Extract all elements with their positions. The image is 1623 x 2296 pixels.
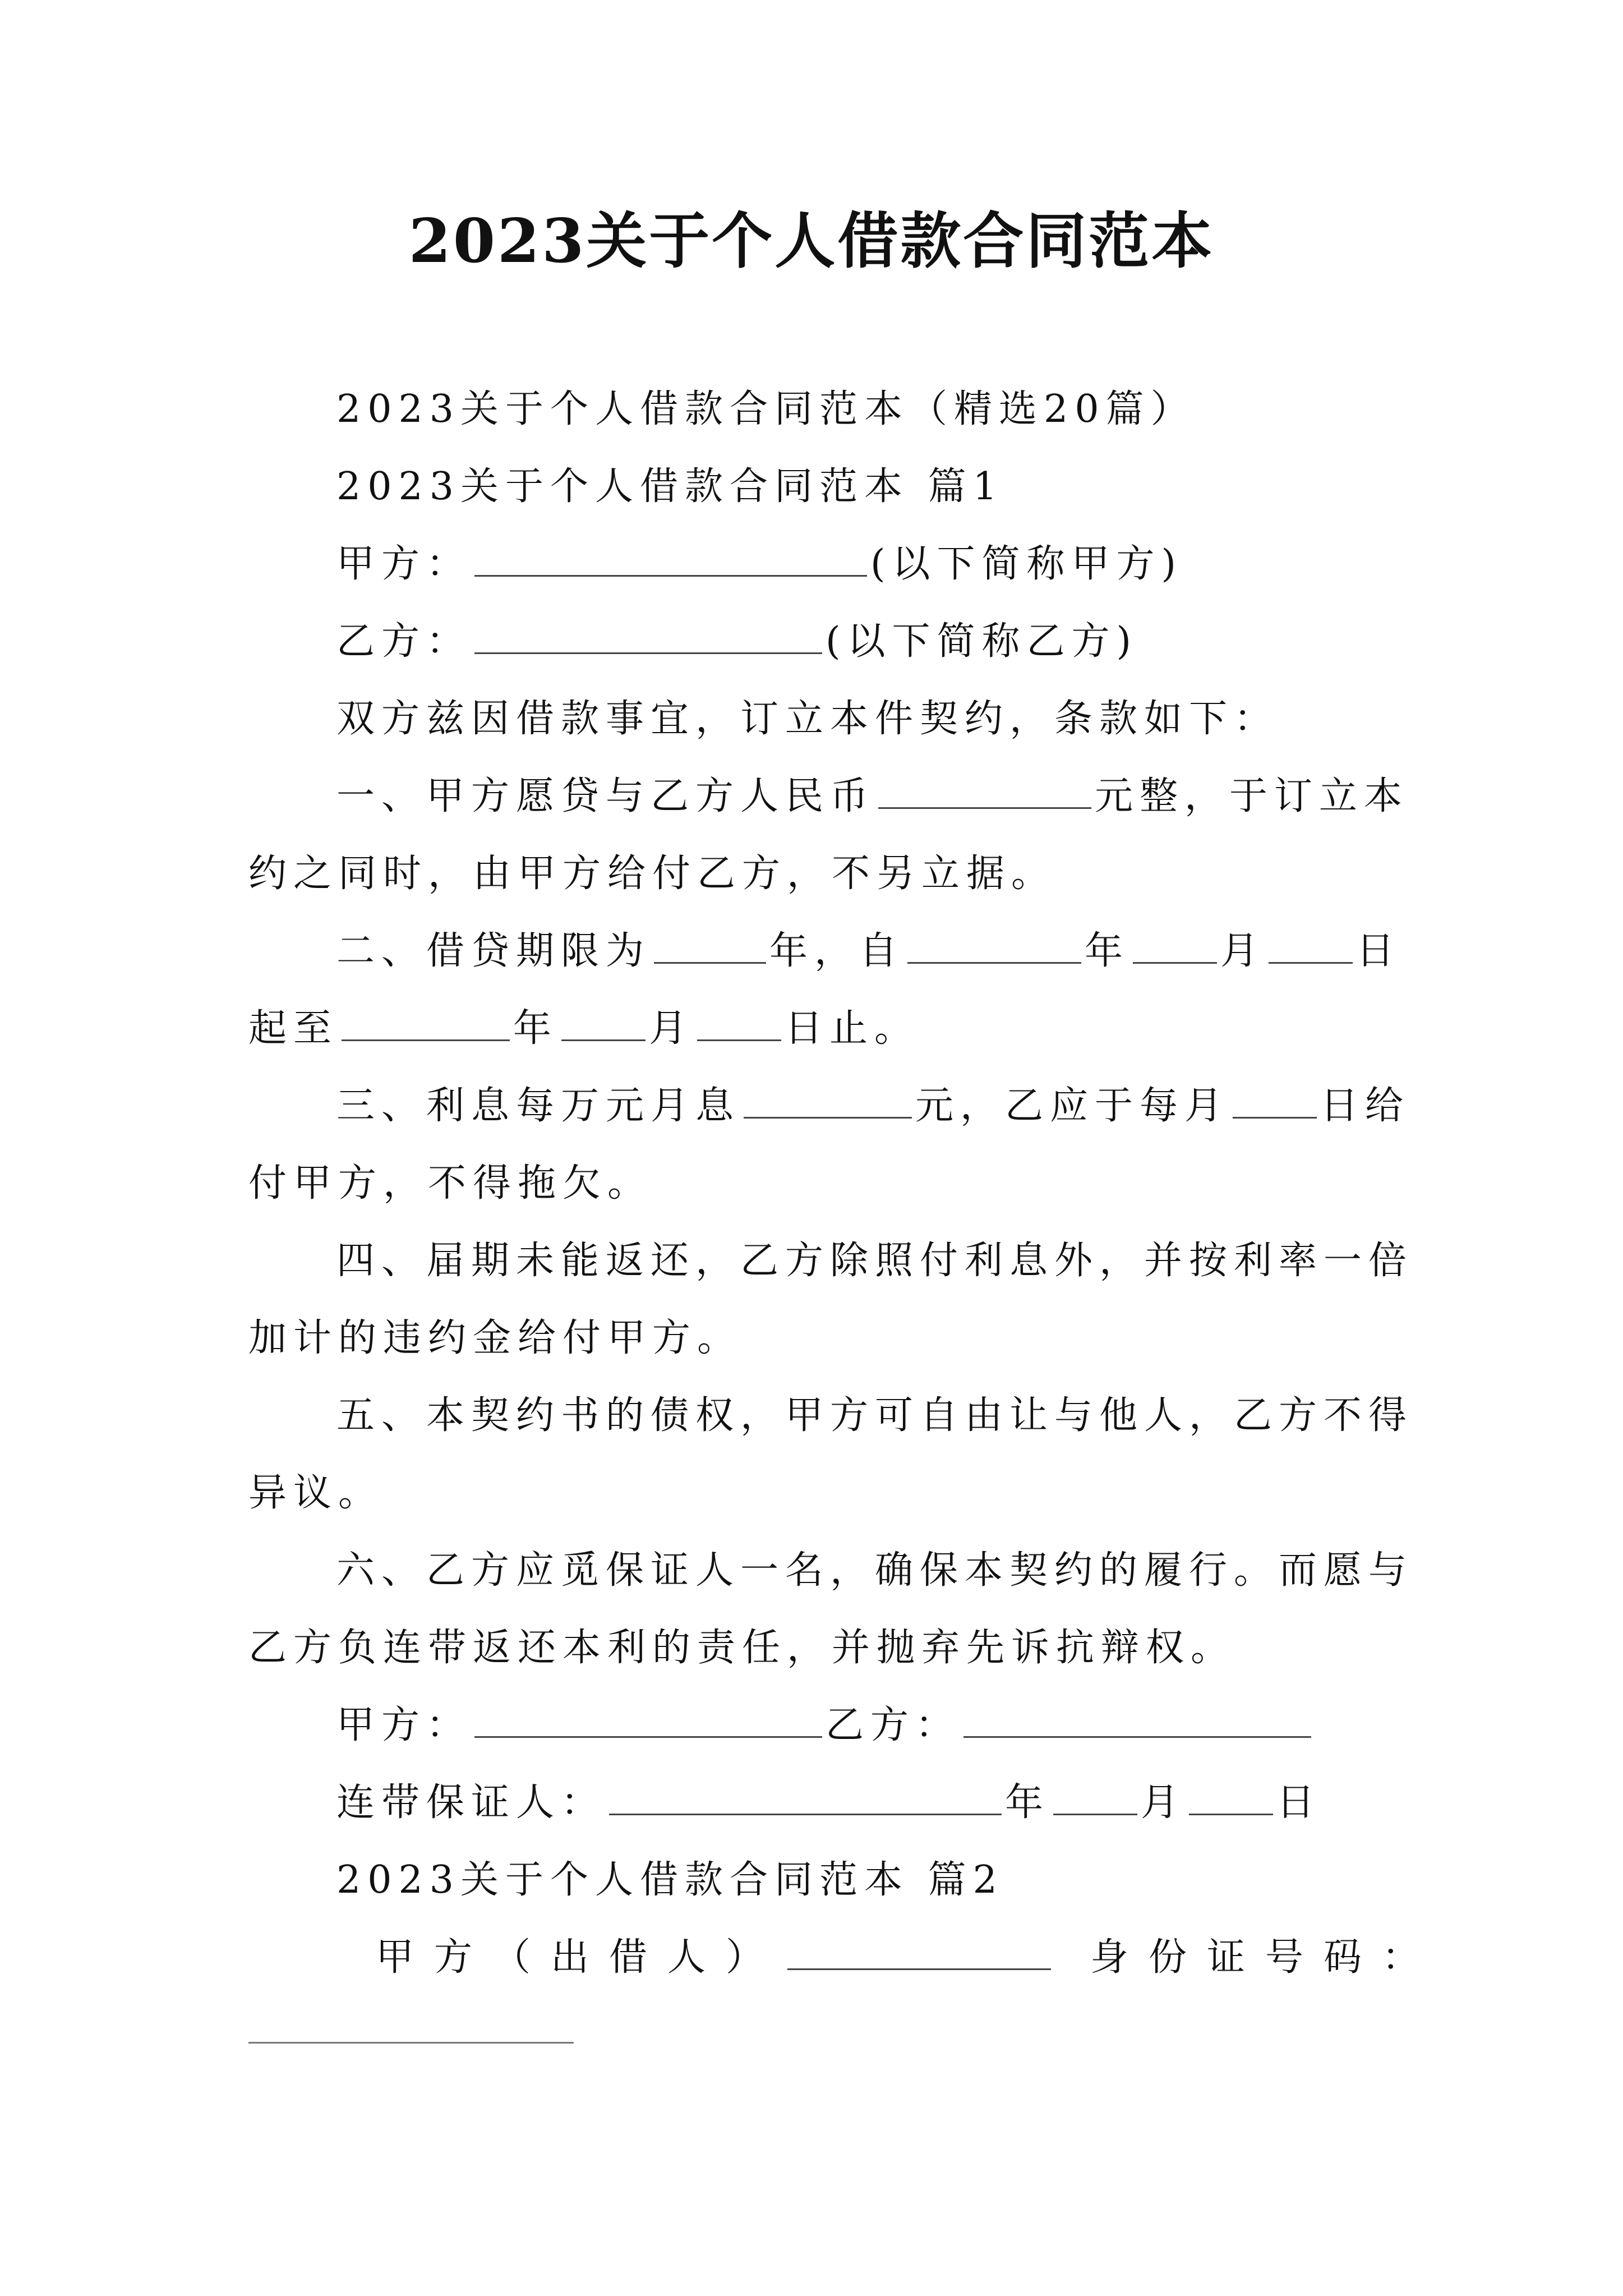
signature-line bbox=[336, 1697, 1315, 1754]
section-heading-2: 2023关于个人借款合同范本 篇2 bbox=[336, 1858, 1004, 1902]
clause-3-text-c: 日给 bbox=[1320, 1084, 1410, 1128]
section-heading-1: 2023关于个人借款合同范本 篇1 bbox=[336, 464, 1004, 509]
guarantor-blank bbox=[609, 1777, 1002, 1815]
clause-1-line-2: 约之同时，由甲方给付乙方，不另立据。 bbox=[248, 852, 1057, 896]
clause-1-text-a: 一、甲方愿贷与乙方人民币 bbox=[336, 774, 875, 818]
clause-3-line-2: 付甲方，不得拖欠。 bbox=[248, 1161, 653, 1205]
id-number-blank bbox=[248, 2042, 574, 2044]
party-a-blank bbox=[474, 538, 867, 577]
clause-3-line-1 bbox=[336, 1078, 1410, 1134]
party-b-line bbox=[336, 614, 1138, 670]
signature-party-b-label: 乙方： bbox=[826, 1703, 961, 1747]
clause-2-end-year-blank bbox=[342, 1002, 510, 1041]
clause-3-text-b: 元，乙应于每月 bbox=[915, 1084, 1230, 1128]
intro-line: 双方兹因借款事宜，订立本件契约，条款如下： bbox=[336, 697, 1279, 741]
clause-1-line-1 bbox=[336, 769, 1409, 825]
clause-2-text-h: 月 bbox=[649, 1006, 694, 1051]
clause-6-line-1: 六、乙方应觅保证人一名，确保本契约的履行。而愿与 bbox=[336, 1548, 1414, 1593]
clause-2-text-b: 年，自 bbox=[769, 929, 905, 973]
clause-1-text-b: 元整，于订立本 bbox=[1095, 774, 1409, 818]
party-b-label: 乙方： bbox=[336, 619, 472, 664]
guarantor-label: 连带保证人： bbox=[336, 1780, 606, 1825]
party-b-suffix: (以下简称乙方) bbox=[826, 619, 1138, 664]
document-title: 2023关于个人借款合同范本 bbox=[408, 206, 1215, 277]
date-day-blank bbox=[1189, 1777, 1273, 1815]
lender-blank bbox=[787, 1931, 1051, 1970]
clause-3-text-a: 三、利息每万元月息 bbox=[336, 1084, 741, 1128]
guarantor-line bbox=[336, 1775, 1321, 1831]
clause-2-text-a: 二、借贷期限为 bbox=[336, 929, 651, 973]
date-month-label: 月 bbox=[1141, 1780, 1186, 1825]
clause-2-text-g: 年 bbox=[513, 1006, 559, 1051]
clause-2-text-d: 月 bbox=[1220, 929, 1266, 973]
id-number-label: 身份证号码： bbox=[1090, 1935, 1441, 1980]
clause-3-interest-blank bbox=[744, 1080, 912, 1119]
clause-2-text-c: 年 bbox=[1085, 929, 1130, 973]
clause-2-line-2 bbox=[248, 1001, 919, 1057]
clause-6-line-2: 乙方负连带返还本利的责任，并抛弃先诉抗辩权。 bbox=[248, 1626, 1236, 1670]
signature-party-b-blank bbox=[963, 1699, 1311, 1738]
clause-2-text-f: 起至 bbox=[248, 1006, 339, 1051]
clause-2-end-month-blank bbox=[561, 1002, 645, 1041]
lender-label: 甲方（出借人） bbox=[376, 1935, 785, 1980]
clause-4-line-1: 四、届期未能返还，乙方除照付利息外，并按利率一倍 bbox=[336, 1239, 1414, 1283]
clause-2-text-i: 日止。 bbox=[785, 1006, 920, 1051]
signature-party-a-blank bbox=[474, 1699, 822, 1738]
clause-2-start-month-blank bbox=[1133, 925, 1217, 964]
lender-line bbox=[376, 1930, 1440, 1986]
party-a-label: 甲方： bbox=[336, 542, 472, 586]
clause-2-text-e: 日 bbox=[1356, 929, 1401, 973]
subtitle: 2023关于个人借款合同范本（精选20篇） bbox=[336, 387, 1196, 431]
clause-2-start-year-blank bbox=[907, 925, 1081, 964]
date-day-label: 日 bbox=[1276, 1780, 1322, 1825]
clause-2-term-blank bbox=[654, 925, 766, 964]
clause-3-day-blank bbox=[1233, 1080, 1317, 1119]
party-a-line bbox=[336, 536, 1183, 592]
date-year-label: 年 bbox=[1005, 1780, 1050, 1825]
party-b-blank bbox=[474, 615, 822, 654]
clause-2-line-1 bbox=[336, 923, 1401, 979]
clause-1-amount-blank bbox=[878, 770, 1091, 809]
clause-2-end-day-blank bbox=[697, 1002, 781, 1041]
party-a-suffix: (以下简称甲方) bbox=[870, 542, 1183, 586]
clause-2-start-day-blank bbox=[1269, 925, 1353, 964]
clause-5-line-1: 五、本契约书的债权，甲方可自由让与他人，乙方不得 bbox=[336, 1393, 1414, 1438]
clause-5-line-2: 异议。 bbox=[248, 1471, 384, 1515]
clause-4-line-2: 加计的违约金给付甲方。 bbox=[248, 1316, 743, 1360]
signature-party-a-label: 甲方： bbox=[336, 1703, 472, 1747]
date-month-blank bbox=[1053, 1777, 1137, 1815]
